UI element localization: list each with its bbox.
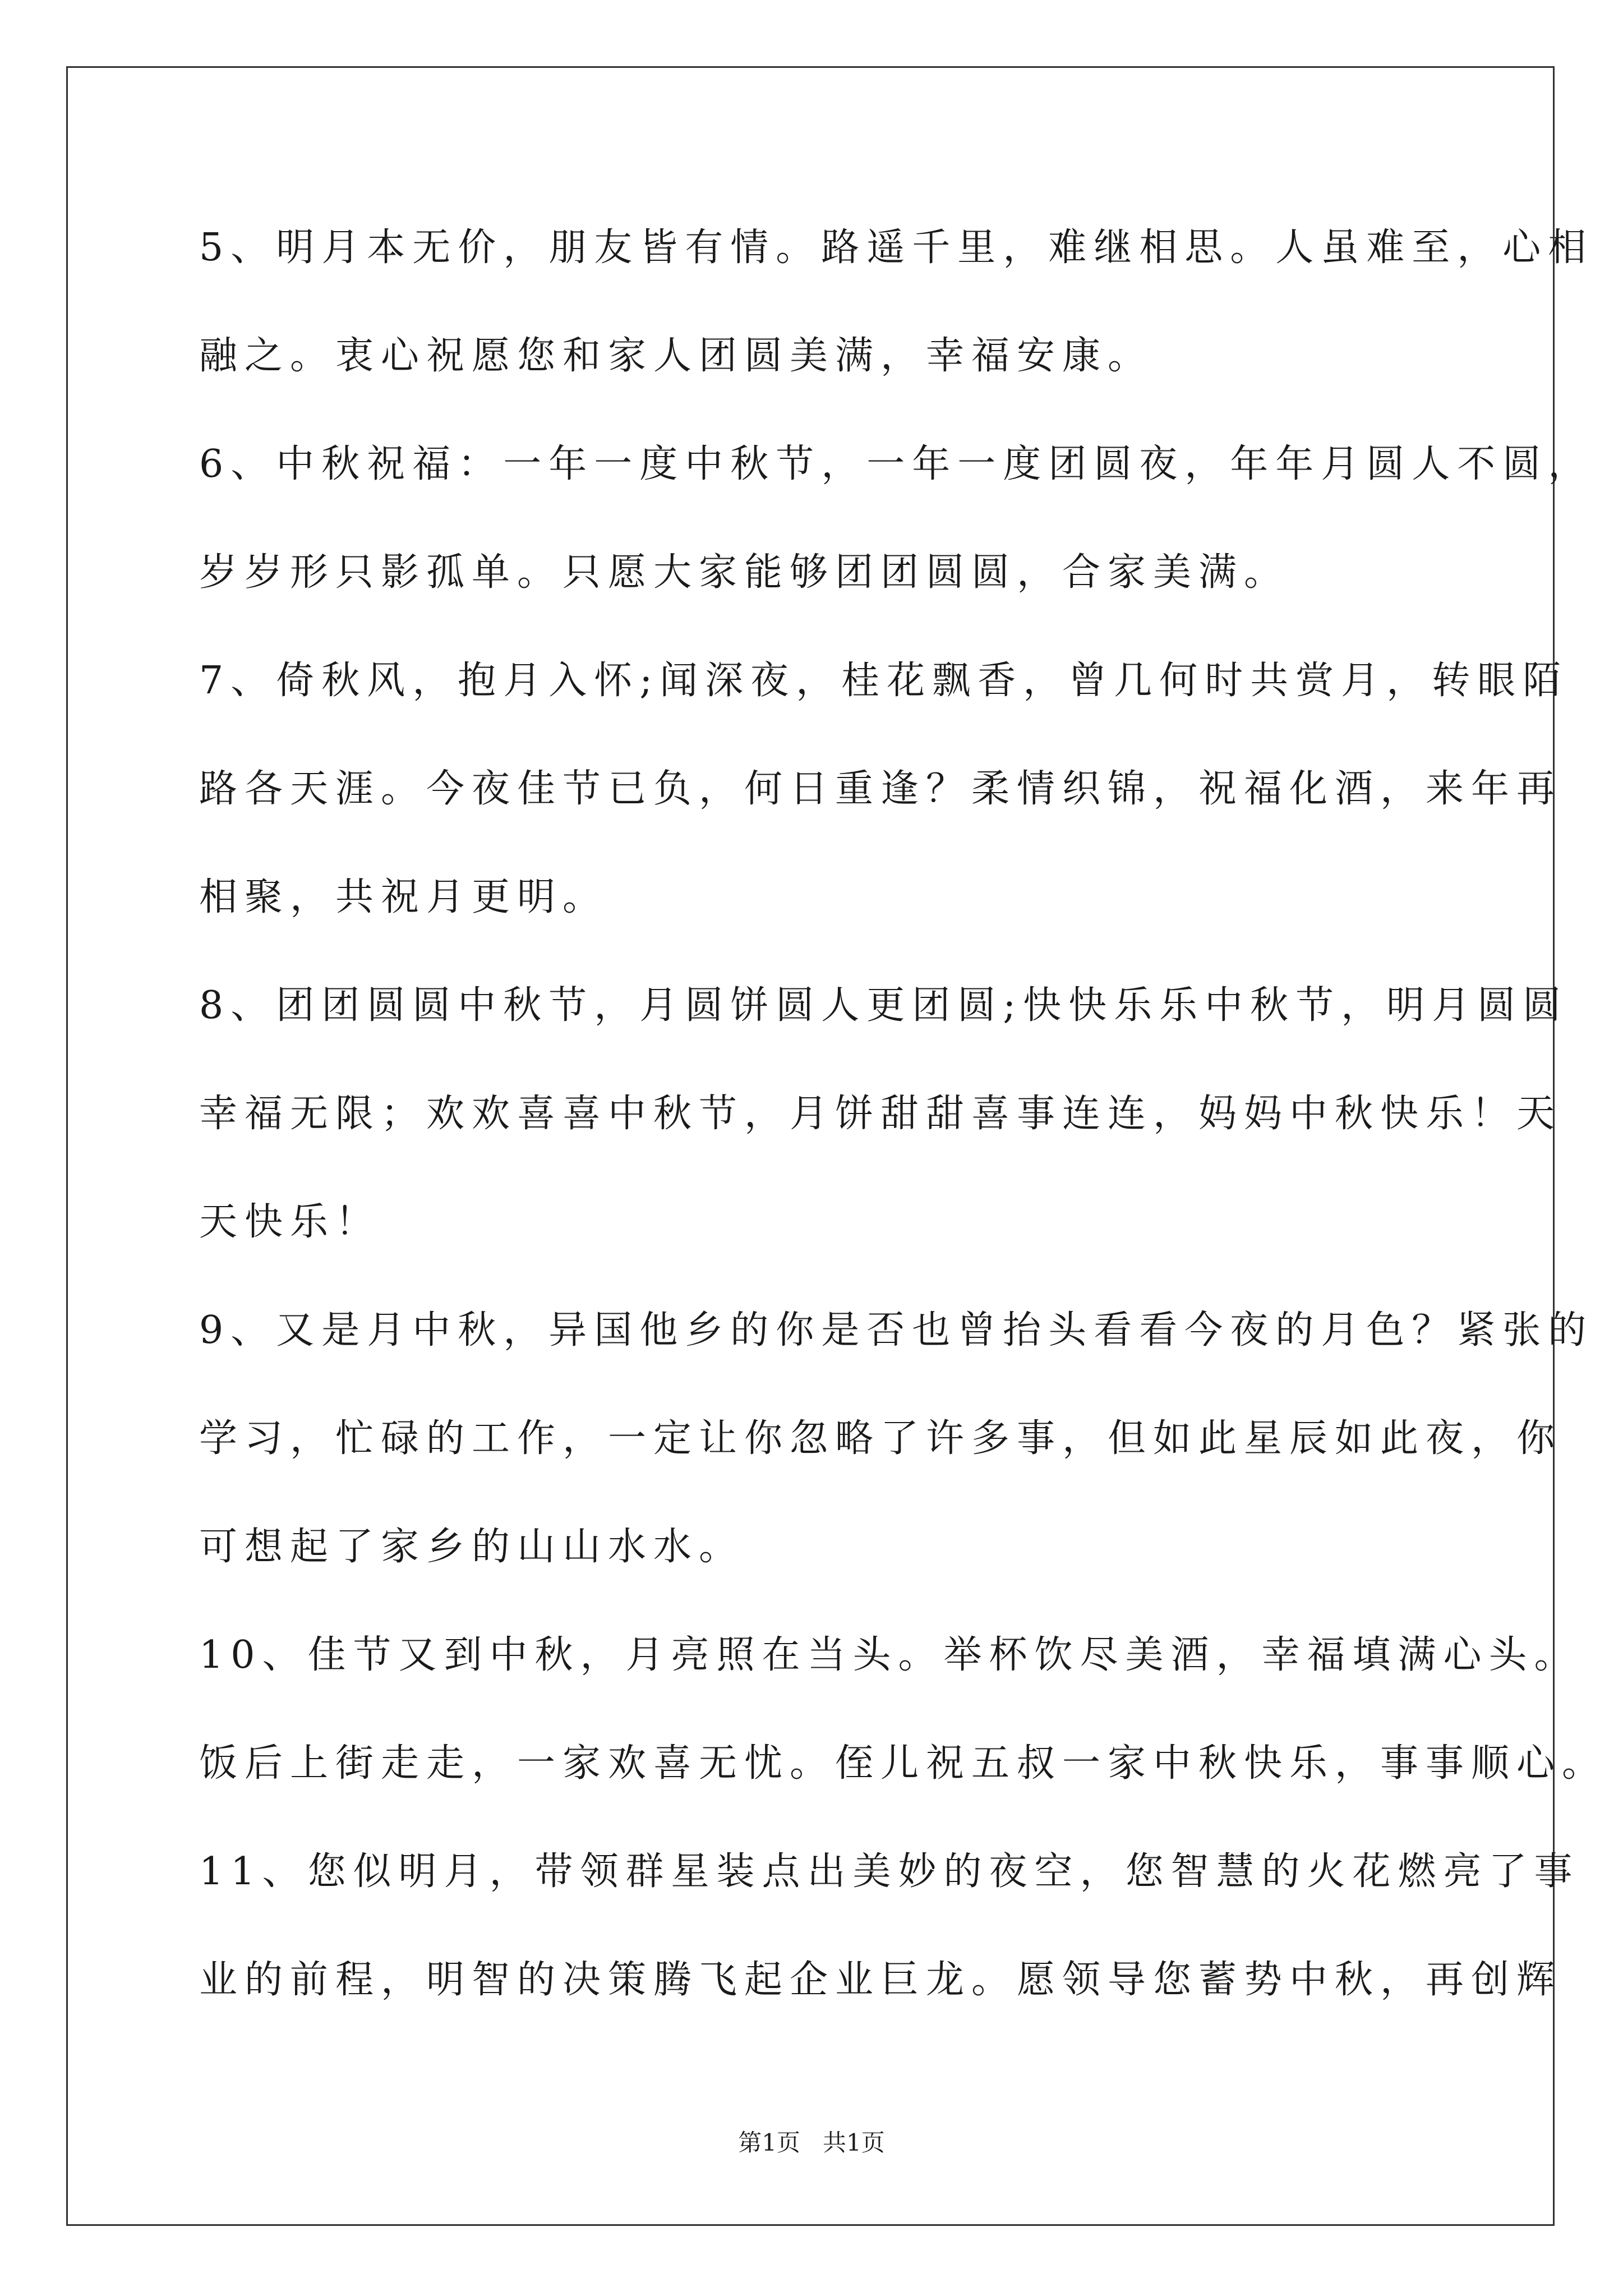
text-line: 饭后上街走走，一家欢喜无忧。侄儿祝五叔一家中秋快乐，事事顺心。 [199, 1741, 1608, 1786]
text-line: 业的前程，明智的决策腾飞起企业巨龙。愿领导您蓄势中秋，再创辉 [199, 1958, 1562, 2002]
text-line: 融之。衷心祝愿您和家人团圆美满，幸福安康。 [199, 334, 1154, 378]
text-line: 幸福无限；欢欢喜喜中秋节，月饼甜甜喜事连连，妈妈中秋快乐！天 [199, 1092, 1562, 1136]
text-line: 路各天涯。今夜佳节已负，何日重逢？柔情织锦，祝福化酒，来年再 [199, 767, 1562, 811]
text-line: 7、倚秋风，抱月入怀;闻深夜，桂花飘香，曾几何时共赏月，转眼陌 [199, 659, 1569, 703]
text-line: 11、您似明月，带领群星装点出美妙的夜空，您智慧的火花燃亮了事 [199, 1849, 1580, 1894]
page-total: 共1页 [823, 2129, 885, 2156]
text-line: 天快乐！ [199, 1200, 381, 1244]
text-line: 可想起了家乡的山山水水。 [199, 1525, 745, 1569]
text-line: 学习，忙碌的工作，一定让你忽略了许多事，但如此星辰如此夜，你 [199, 1416, 1562, 1461]
text-line: 9、又是月中秋，异国他乡的你是否也曾抬头看看今夜的月色？紧张的 [199, 1308, 1594, 1352]
text-line: 5、明月本无价，朋友皆有情。路遥千里，难继相思。人虽难至，心相 [199, 226, 1594, 270]
text-line: 6、中秋祝福：一年一度中秋节，一年一度团圆夜，年年月圆人不圆， [199, 442, 1594, 486]
page-number: 第1页 [738, 2129, 800, 2156]
page-footer [0, 2126, 1623, 2160]
text-line: 8、团团圆圆中秋节，月圆饼圆人更团圆;快快乐乐中秋节，明月圆圆 [199, 983, 1569, 1028]
page-frame [66, 66, 1555, 2226]
text-line: 岁岁形只影孤单。只愿大家能够团团圆圆，合家美满。 [199, 550, 1290, 595]
text-line: 10、佳节又到中秋，月亮照在当头。举杯饮尽美酒，幸福填满心头。 [199, 1633, 1580, 1677]
text-line: 相聚，共祝月更明。 [199, 875, 608, 919]
